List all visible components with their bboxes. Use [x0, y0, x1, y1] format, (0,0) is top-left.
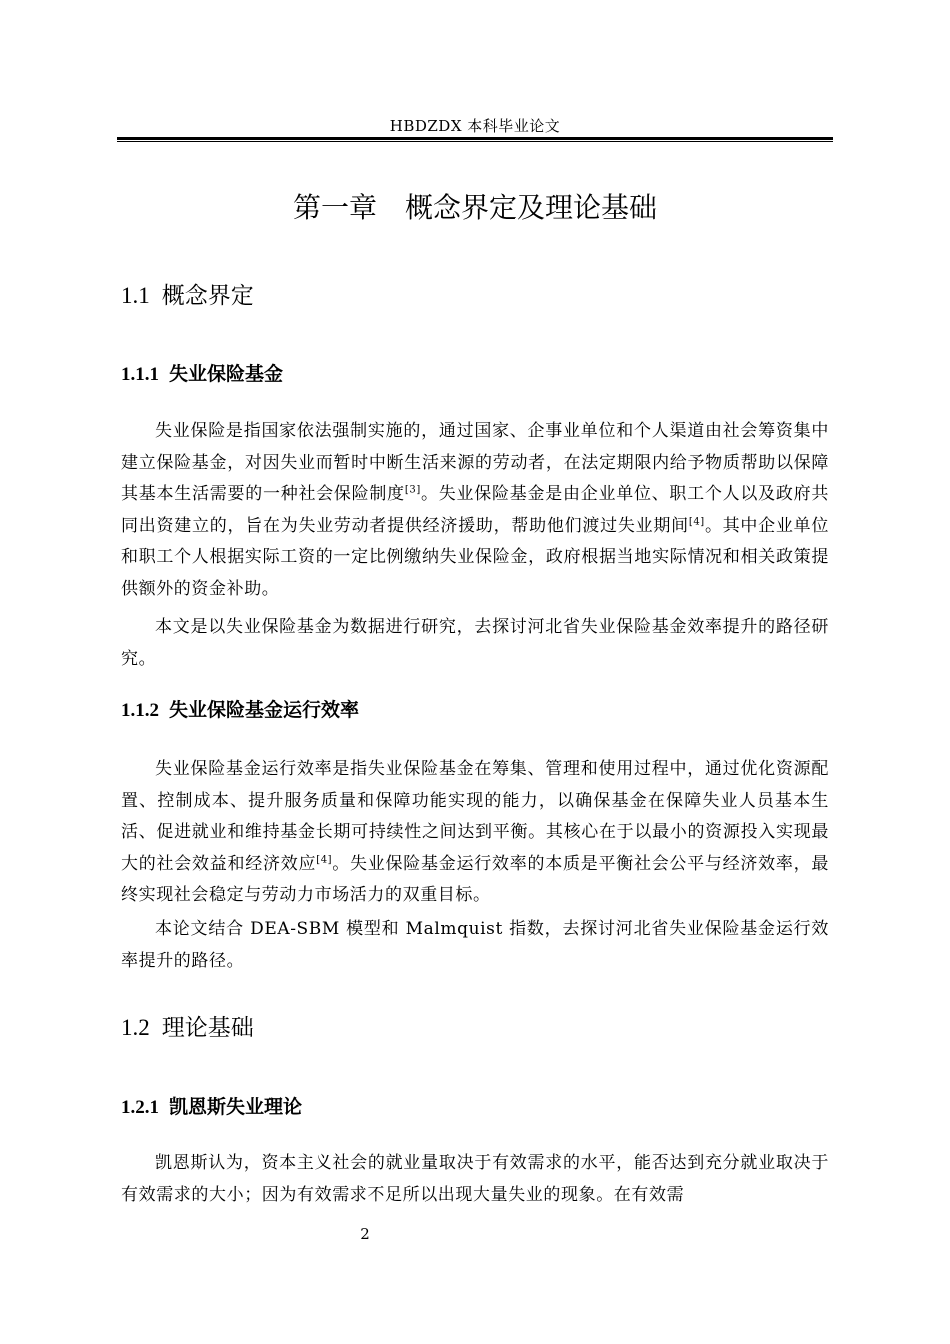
subsection-title: 失业保险基金 [169, 363, 284, 385]
chapter-title: 第一章 概念界定及理论基础 [292, 191, 657, 224]
header-rule [117, 137, 833, 140]
subsection-number: 1.2.1 [121, 1097, 159, 1118]
paragraph-methodology: 本论文结合 DEA-SBM 模型和 Malmquist 指数，去探讨河北省失业保险基金运行效率提升的路径。 [121, 919, 829, 971]
paragraph-unemployment-insurance-definition [121, 416, 829, 605]
subsection-heading-1-2-1 [121, 1093, 302, 1122]
paragraph-text: 失业保险基金运行效率是指失业保险基金在筹集、管理和使用过程中，通过优化资源配置、控制成本、提升服务质量和保障功能实现的能力，以确保基金在保障失业人员基本生活、促进就业和维持基金长期可持续性之间达到平衡。其核心在于以最小的资源投入实现最大的社会效益和经济效应 [121, 759, 829, 874]
subsection-heading-1-1-2 [121, 696, 359, 725]
section-number: 1.1 [121, 283, 150, 308]
page-number: 2 [360, 1225, 370, 1243]
subsection-number: 1.1.1 [121, 364, 159, 385]
running-header: HBDZDX 本科毕业论文 [389, 117, 561, 135]
section-heading-1-1 [121, 280, 254, 312]
paragraph-research-scope: 本文是以失业保险基金为数据进行研究，去探讨河北省失业保险基金效率提升的路径研究。 [121, 617, 829, 669]
citation: [3] [404, 484, 421, 496]
section-heading-1-2 [121, 1012, 254, 1044]
section-title: 理论基础 [161, 1015, 254, 1041]
section-number: 1.2 [121, 1015, 150, 1040]
paragraph-text: 。失业保险基金是由企业单位、职工个人以及政府共同出资建立的，旨在为失业劳动者提供经济援助，帮助他们渡过失业期间 [121, 484, 829, 536]
paragraph-text: 。其中企业单位和职工个人根据实际工资的一定比例缴纳失业保险金，政府根据当地实际情况和相关政策提供额外的资金补助。 [121, 515, 830, 599]
subsection-title: 失业保险基金运行效率 [169, 699, 360, 721]
citation: [4] [688, 515, 705, 527]
subsection-number: 1.1.2 [121, 700, 159, 721]
section-title: 概念界定 [161, 283, 254, 309]
paragraph-text: 。失业保险基金运行效率的本质是平衡社会公平与经济效率，最终实现社会稳定与劳动力市场活力的双重目标。 [121, 853, 829, 905]
paragraph-text: 失业保险是指国家依法强制实施的，通过国家、企事业单位和个人渠道由社会筹资集中建立保险基金，对因失业而暂时中断生活来源的劳动者，在法定期限内给予物质帮助以保障其基本生活需要的一种社会保险制度 [121, 421, 829, 504]
header-rule-thin [117, 141, 833, 142]
subsection-heading-1-1-1 [121, 360, 283, 389]
subsection-title: 凯恩斯失业理论 [169, 1096, 303, 1118]
paragraph-operating-efficiency-definition [121, 754, 829, 912]
citation: [4] [316, 853, 333, 865]
paragraph-keynes-theory: 凯恩斯认为，资本主义社会的就业量取决于有效需求的水平，能否达到充分就业取决于有效需求的大小；因为有效需求不足所以出现大量失业的现象。在有效需 [121, 1153, 829, 1205]
